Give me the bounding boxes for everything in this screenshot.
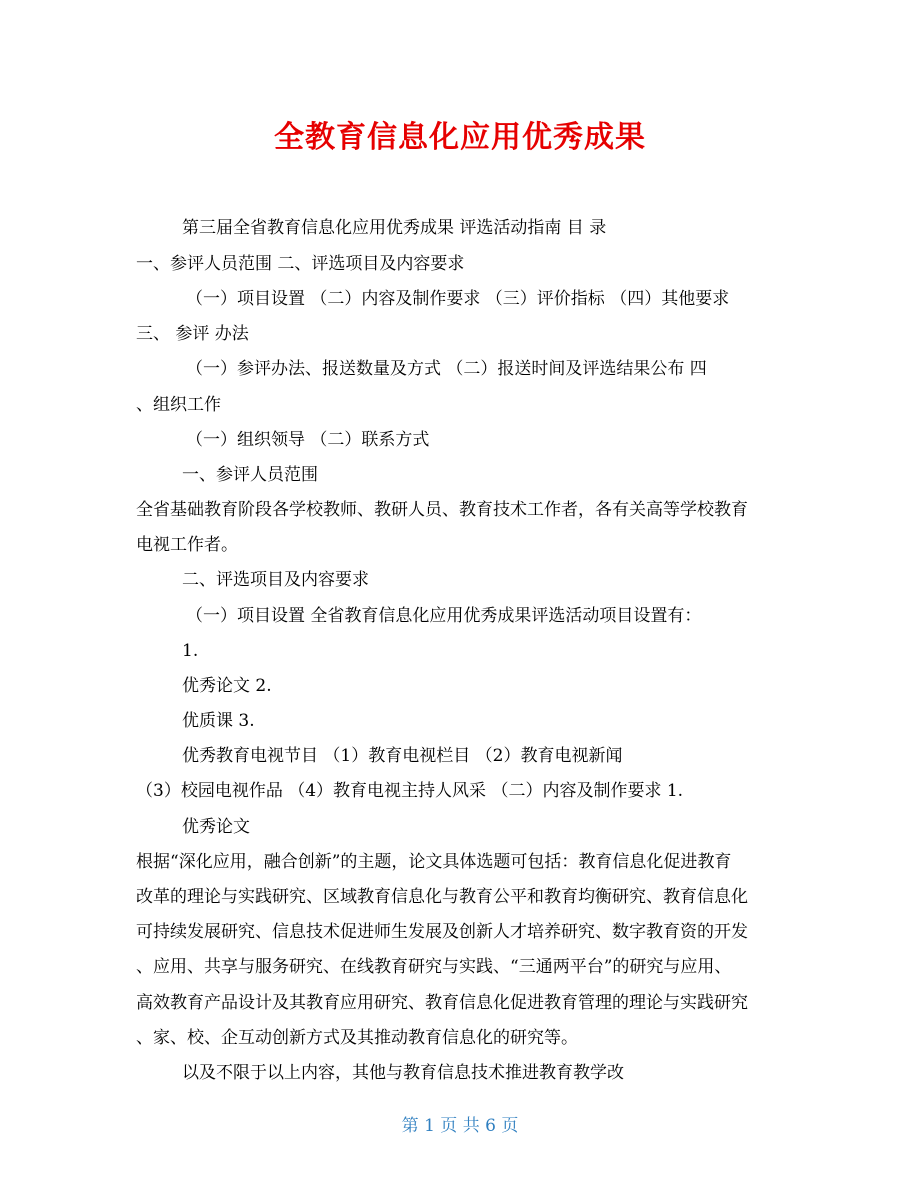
body-text-line: 高效教育产品设计及其教育应用研究、教育信息化促进教育管理的理论与实践研究 — [136, 993, 748, 1013]
toc-line: （一）项目设置 （二）内容及制作要求 （三）评价指标 （四）其他要求 — [186, 289, 730, 309]
toc-heading-line: 第三届全省教育信息化应用优秀成果 评选活动指南 目 录 — [182, 218, 607, 238]
body-text-line: 以及不限于以上内容，其他与教育信息技术推进教育教学改 — [182, 1063, 624, 1083]
body-text-line: 全省基础教育阶段各学校教师、教研人员、教育技术工作者，各有关高等学校教育 — [136, 500, 748, 520]
toc-line: 三、 参评 办法 — [136, 324, 249, 344]
body-text-line: 1. — [182, 641, 199, 661]
body-text-line: 改革的理论与实践研究、区域教育信息化与教育公平和教育均衡研究、教育信息化 — [136, 887, 748, 907]
body-text-line: 优秀教育电视节目 （1）教育电视栏目 （2）教育电视新闻 — [182, 746, 623, 766]
body-text-line: 根据“深化应用，融合创新”的主题，论文具体选题可包括：教育信息化促进教育 — [136, 852, 732, 872]
toc-line: （一）参评办法、报送数量及方式 （二）报送时间及评选结果公布 四 — [186, 359, 707, 379]
body-text-line: 优质课 3. — [182, 711, 255, 731]
body-text-line: 可持续发展研究、信息技术促进师生发展及创新人才培养研究、数字教育资的开发 — [136, 922, 748, 942]
body-text-line: 优秀论文 2. — [182, 676, 272, 696]
page-number-footer: 第 1 页 共 6 页 — [401, 1116, 519, 1136]
document-title: 全教育信息化应用优秀成果 — [274, 120, 646, 155]
body-text-line: （一）项目设置 全省教育信息化应用优秀成果评选活动项目设置有： — [186, 606, 702, 626]
toc-line: 一、参评人员范围 二、评选项目及内容要求 — [136, 254, 465, 274]
body-text-line: 、家、校、企互动创新方式及其推动教育信息化的研究等。 — [136, 1028, 578, 1048]
toc-line: （一）组织领导 （二）联系方式 — [186, 430, 430, 450]
body-text-line: 电视工作者。 — [136, 535, 238, 555]
section-heading: 二、评选项目及内容要求 — [182, 570, 369, 590]
body-text-line: 、应用、共享与服务研究、在线教育研究与实践、“三通两平台”的研究与应用、 — [136, 957, 732, 977]
body-text-line: 优秀论文 — [182, 817, 250, 837]
body-text-line: （3）校园电视作品 （4）教育电视主持人风采 （二）内容及制作要求 1. — [136, 781, 684, 801]
section-heading: 一、参评人员范围 — [182, 465, 318, 485]
toc-line: 、组织工作 — [136, 395, 221, 415]
